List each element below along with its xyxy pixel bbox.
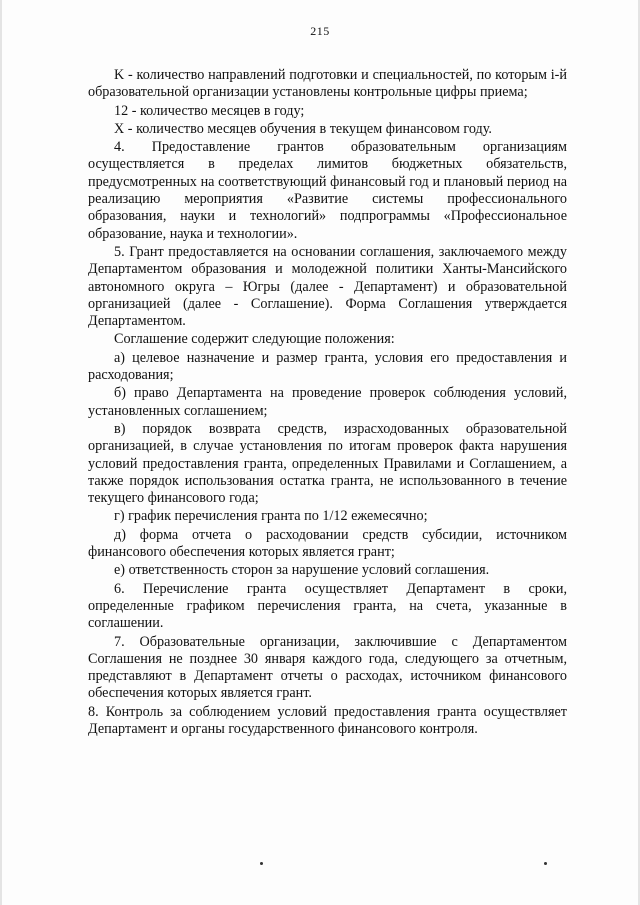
page-number: 215 xyxy=(310,24,330,38)
scan-speck xyxy=(260,862,263,865)
paragraph-subitem-e: е) ответственность сторон за нарушение условий соглашения. xyxy=(114,562,490,579)
paragraph-item-8: 8. Контроль за соблюдением условий предоставления гранта осуществляет Департамент и органы государственного финансового контроля. xyxy=(88,703,567,737)
paragraph-subitem-b: б) право Департамента на проведение проверок соблюдения условий, установленных соглашением; xyxy=(88,385,567,419)
paragraph-agreement-intro: Соглашение содержит следующие положения: xyxy=(114,331,395,348)
document-body xyxy=(88,67,567,739)
paragraph-subitem-d: д) форма отчета о расходовании средств субсидии, источником финансового обеспечения которых является грант; xyxy=(88,526,567,561)
paragraph-subitem-g: г) график перечисления гранта по 1/12 ежемесячно; xyxy=(114,508,428,525)
paragraph-x-definition: X - количество месяцев обучения в текущем финансовом году. xyxy=(114,120,492,137)
paragraph-k-definition: K - количество направлений подготовки и специальностей, по которым i-й образовательной организации установлены контрольные цифры приема; xyxy=(88,67,567,101)
paragraph-item-6: 6. Перечисление гранта осуществляет Департамент в сроки, определенные графиком перечисления гранта, на счета, указанные в соглашении. xyxy=(88,580,567,632)
paragraph-12-definition: 12 - количество месяцев в году; xyxy=(114,102,305,119)
paragraph-item-5: 5. Грант предоставляется на основании соглашения, заключаемого между Департаментом образования и молодежной политики Ханты-Мансийского автономного округа – Югры (далее - Департамент) и образовательной организацией (далее - Соглашение). Форма Соглашения утверждается Департаментом. xyxy=(88,243,567,330)
paragraph-subitem-v: в) порядок возврата средств, израсходованных образовательной организацией, в случае установления по итогам проверок факта нарушения условий предоставления гранта, определенных Правилами и Соглашением, а также порядок использования остатка гранта, не использованного в течение текущего финансового года; xyxy=(88,420,567,507)
paragraph-subitem-a: а) целевое назначение и размер гранта, условия его предоставления и расходования; xyxy=(88,349,567,384)
paragraph-item-7: 7. Образовательные организации, заключившие с Департаментом Соглашения не позднее 30 января каждого года, следующего за отчетным, представляют в Департамент отчеты о расходах, источником финансового обеспечения которых является грант. xyxy=(88,633,567,702)
scan-speck xyxy=(544,862,547,865)
paragraph-item-4: 4. Предоставление грантов образовательным организациям осуществляется в пределах лимитов бюджетных обязательств, предусмотренных на соответствующий финансовый год и плановый период на реализацию мероприятия «Развитие системы профессионального образования, науки и технологий» подпрограммы «Профессиональное образование, наука и технологии». xyxy=(88,139,567,242)
